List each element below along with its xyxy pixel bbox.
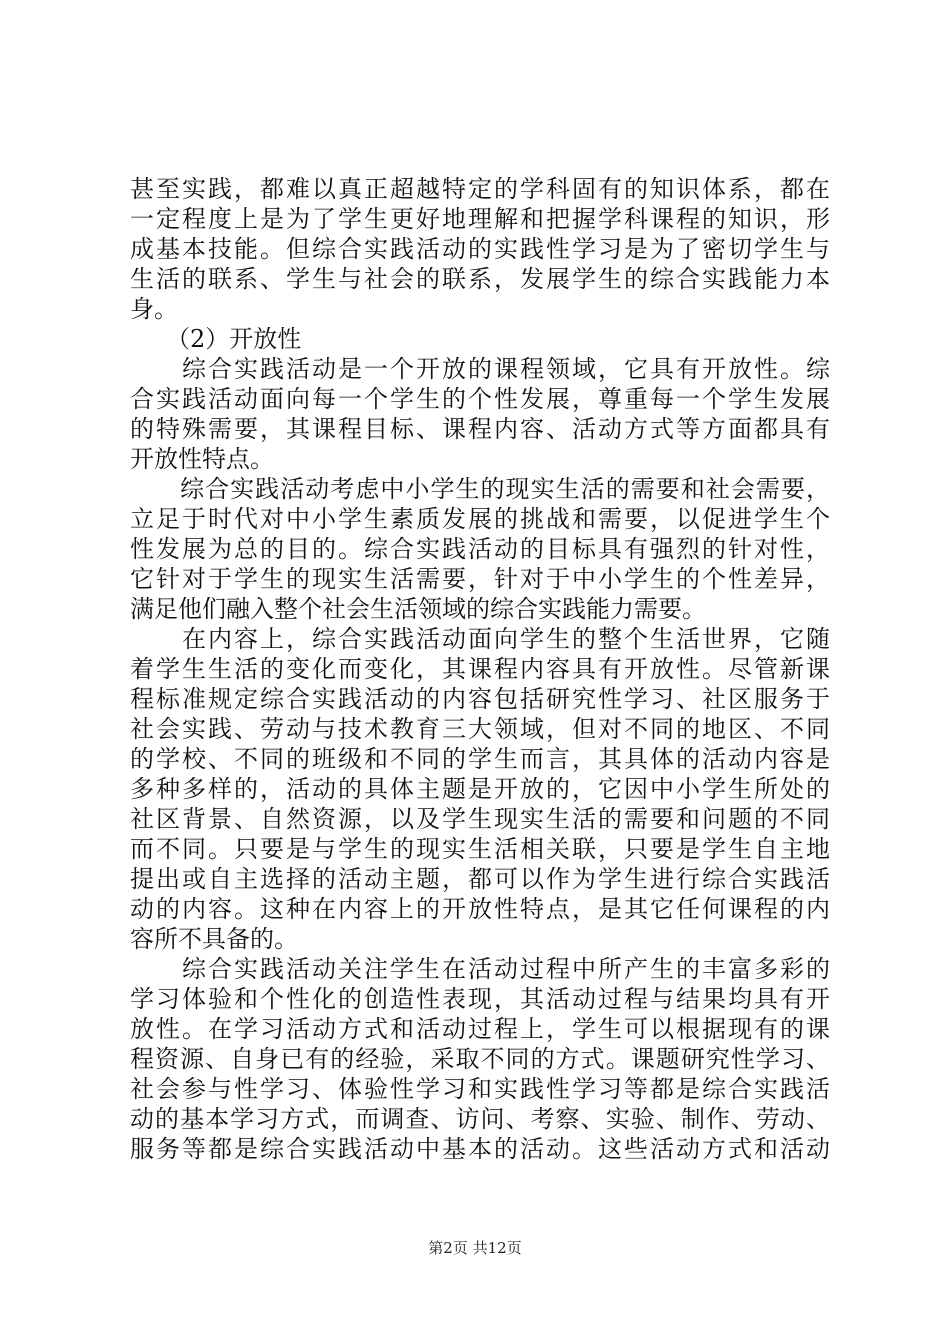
text-line: 满足他们融入整个社会生活领域的综合实践能力需要。: [130, 595, 706, 623]
text-line: 的特殊需要，其课程目标、课程内容、活动方式等方面都具有: [130, 415, 830, 443]
text-line: 一定程度上是为了学生更好地理解和把握学科课程的知识，形: [130, 205, 830, 233]
text-line: 综合实践活动是一个开放的课程领域，它具有开放性。综: [130, 355, 830, 383]
text-line: 的学校、不同的班级和不同的学生而言，其具体的活动内容是: [130, 745, 830, 773]
text-line: 服务等都是综合实践活动中基本的活动。这些活动方式和活动: [130, 1135, 830, 1163]
text-line: 在内容上，综合实践活动面向学生的整个生活世界，它随: [130, 625, 830, 653]
text-line: 容所不具备的。: [130, 925, 298, 953]
text-line: 学习体验和个性化的创造性表现，其活动过程与结果均具有开: [130, 985, 830, 1013]
text-line: 程标准规定综合实践活动的内容包括研究性学习、社区服务于: [130, 685, 830, 713]
text-line: 而不同。只要是与学生的现实生活相关联，只要是学生自主地: [130, 835, 830, 863]
text-line: 多种多样的，活动的具体主题是开放的，它因中小学生所处的: [130, 775, 830, 803]
text-line: 性发展为总的目的。综合实践活动的目标具有强烈的针对性，: [130, 535, 830, 563]
text-line: 动的内容。这种在内容上的开放性特点，是其它任何课程的内: [130, 895, 830, 923]
text-line: 生活的联系、学生与社会的联系，发展学生的综合实践能力本: [130, 265, 830, 293]
text-line: 开放性特点。: [130, 445, 274, 473]
text-line: 社区背景、自然资源，以及学生现实生活的需要和问题的不同: [130, 805, 830, 833]
body-text: [130, 174, 830, 1164]
text-line: 社会实践、劳动与技术教育三大领域，但对不同的地区、不同: [130, 715, 830, 743]
text-line: 着学生生活的变化而变化，其课程内容具有开放性。尽管新课: [130, 655, 830, 683]
text-line: 放性。在学习活动方式和活动过程上，学生可以根据现有的课: [130, 1015, 830, 1043]
text-line: 立足于时代对中小学生素质发展的挑战和需要，以促进学生个: [130, 505, 830, 533]
text-line: 甚至实践，都难以真正超越特定的学科固有的知识体系，都在: [130, 175, 830, 203]
text-line: 合实践活动面向每一个学生的个性发展，尊重每一个学生发展: [130, 385, 830, 413]
text-line: 成基本技能。但综合实践活动的实践性学习是为了密切学生与: [130, 235, 830, 263]
text-line: 程资源、自身已有的经验，采取不同的方式。课题研究性学习、: [130, 1045, 830, 1073]
text-line: 综合实践活动考虑中小学生的现实生活的需要和社会需要，: [130, 475, 830, 503]
text-line: 社会参与性学习、体验性学习和实践性学习等都是综合实践活: [130, 1075, 830, 1103]
section-heading: （2）开放性: [130, 325, 302, 353]
page-footer: 第2页 共12页: [428, 1239, 522, 1257]
text-line: 提出或自主选择的活动主题，都可以作为学生进行综合实践活: [130, 865, 830, 893]
text-line: 动的基本学习方式，而调查、访问、考察、实验、制作、劳动、: [130, 1105, 830, 1133]
text-line: 身。: [130, 295, 178, 323]
text-line: 它针对于学生的现实生活需要，针对于中小学生的个性差异，: [130, 565, 830, 593]
text-line: 综合实践活动关注学生在活动过程中所产生的丰富多彩的: [130, 955, 830, 983]
